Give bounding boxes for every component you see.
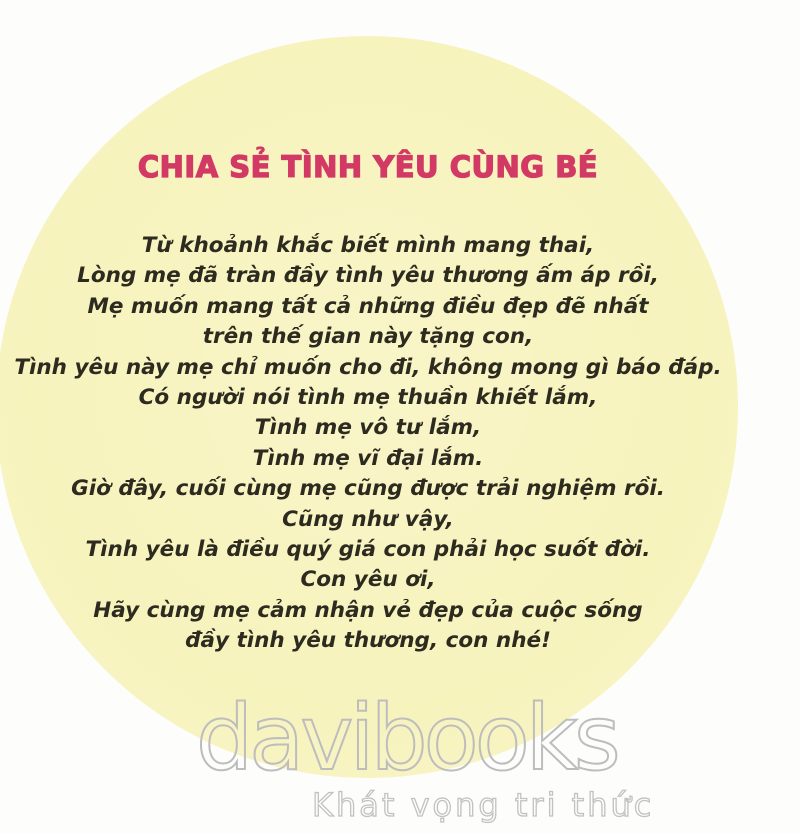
poem-line: Có người nói tình mẹ thuần khiết lắm, <box>138 385 598 411</box>
poem-line: Hãy cùng mẹ cảm nhận vẻ đẹp của cuộc sống <box>93 597 643 623</box>
poem-line: Mẹ muốn mang tất cả những điều đẹp đẽ nhất <box>87 293 649 319</box>
poem-line: đầy tình yêu thương, con nhé! <box>185 628 551 654</box>
watermark-tagline: Khát vọng tri thức <box>312 786 655 824</box>
poem-line: Con yêu ơi, <box>300 567 436 593</box>
poem-line: Giờ đây, cuối cùng mẹ cũng được trải nghiệm rồi. <box>71 476 665 502</box>
poem-line: Tình mẹ vô tư lắm, <box>254 415 482 441</box>
davibooks-watermark-logo: davibooks <box>196 686 617 791</box>
poem-line: Cũng như vậy, <box>282 506 454 532</box>
poem <box>0 231 736 657</box>
poem-line: Lòng mẹ đã tràn đầy tình yêu thương ấm áp rồi, <box>77 263 659 289</box>
poem-line: Tình yêu là điều quý giá con phải học suốt đời. <box>85 537 651 563</box>
poem-line: trên thế gian này tặng con, <box>202 324 534 350</box>
page-title: CHIA SẺ TÌNH YÊU CÙNG BÉ <box>137 150 599 184</box>
poem-line: Tình yêu này mẹ chỉ muốn cho đi, không mong gì báo đáp. <box>14 354 722 380</box>
poem-line: Từ khoảnh khắc biết mình mang thai, <box>141 233 595 258</box>
poem-line: Tình mẹ vĩ đại lắm. <box>252 445 484 471</box>
